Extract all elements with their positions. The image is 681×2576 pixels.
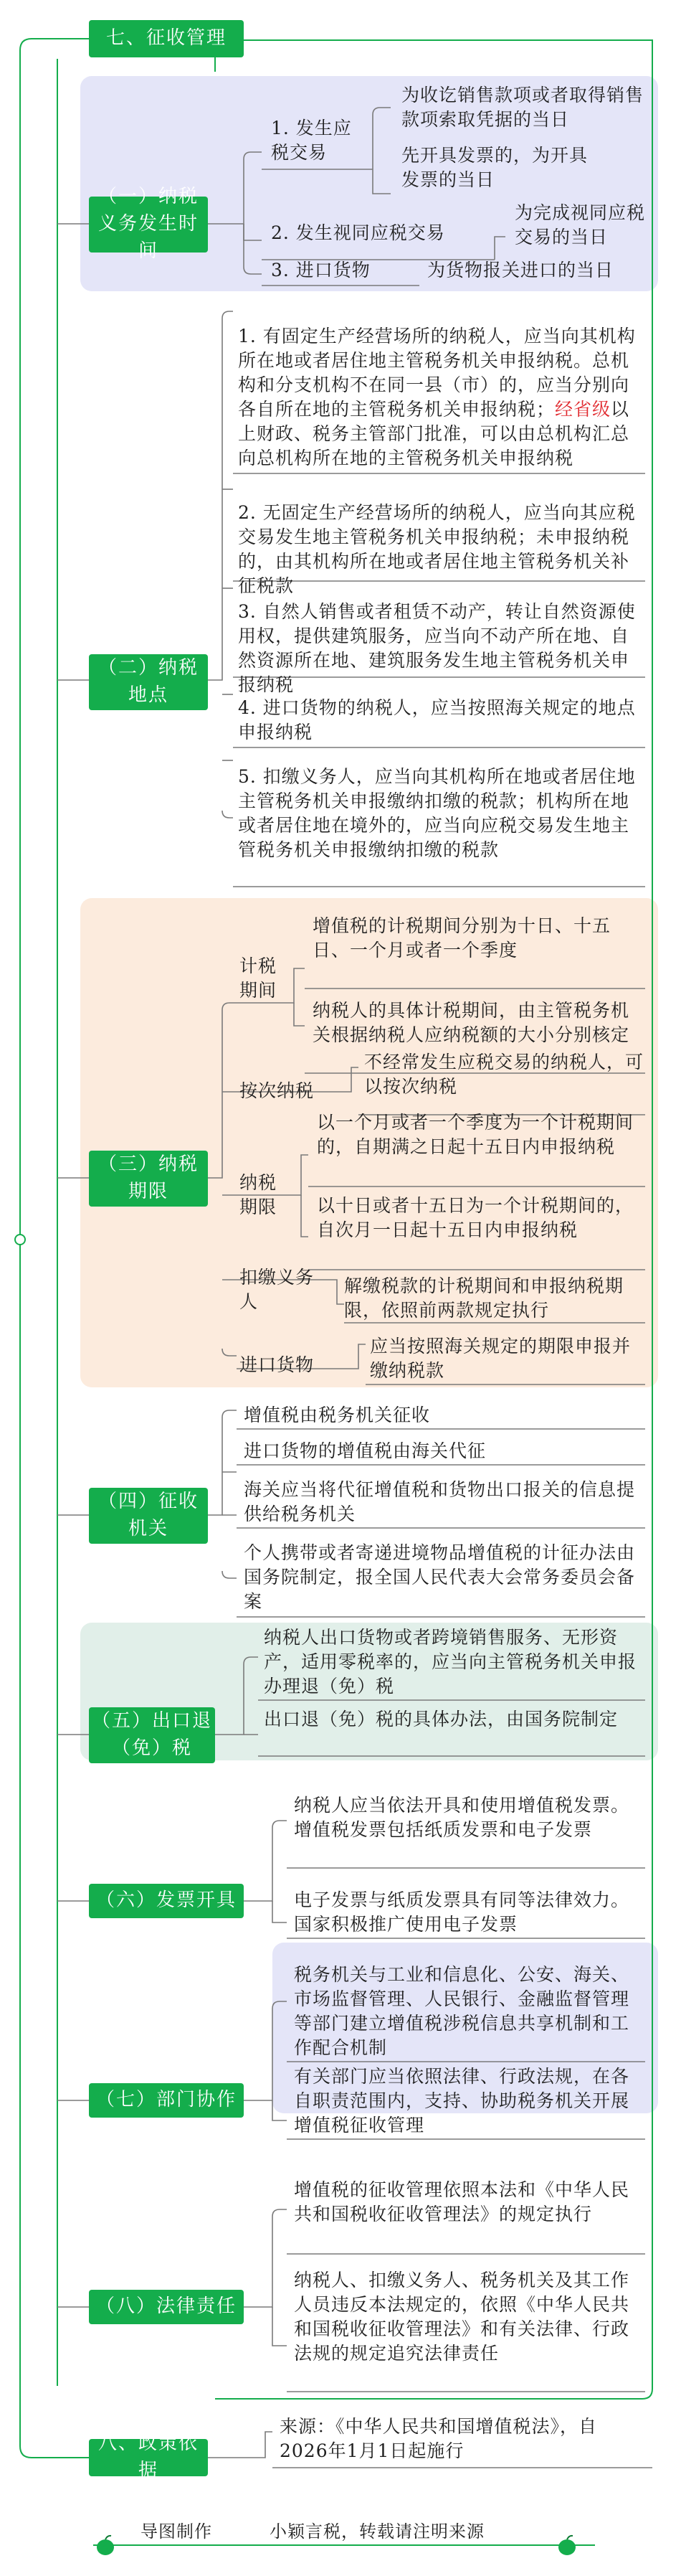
section1-sub2-item: 为完成视同应税交易的当日 <box>515 202 646 247</box>
section1-sub3: 3. 进口货物 <box>271 260 371 280</box>
section5-item1: 纳税人出口货物或者跨境销售服务、无形资产，适用零税率的，应当向主管税务机关申报办理退（免）税 <box>264 1627 637 1697</box>
section3-sub3: 纳税期限 <box>239 1172 277 1217</box>
footer-credit: 导图制作 <box>141 2521 212 2542</box>
section2-item1-part-b: 以上财政、税务主管部门批准，可以由总机构汇总向总机构所在地的主管税务机关申报纳税 <box>238 399 630 468</box>
chapter-seven-heading: 七、征收管理 <box>89 20 244 57</box>
section3-sub2: 按次纳税 <box>239 1080 315 1101</box>
section6-item2: 电子发票与纸质发票具有同等法律效力。国家积极推广使用电子发票 <box>294 1889 630 1935</box>
section4-item2: 进口货物的增值税由海关代征 <box>244 1440 487 1461</box>
section2-item1 <box>238 324 645 471</box>
section3-sub4: 扣缴义务人 <box>239 1267 315 1312</box>
section8-title: （八）法律责任 <box>89 2290 244 2324</box>
section6-item1: 纳税人应当依法开具和使用增值税发票。增值税发票包括纸质发票和电子发票 <box>294 1795 630 1840</box>
section2-item2: 2. 无固定生产经营场所的纳税人，应当向其应税交易发生地主管税务机关申报纳税；未申报纳税的，由其机构所在地或者居住地主管税务机关补征税款 <box>238 502 636 596</box>
policy-basis: 来源：《中华人民共和国增值税法》，自2026年1月1日起施行 <box>280 2416 598 2461</box>
section2-item4: 4. 进口货物的纳税人，应当按照海关规定的地点申报纳税 <box>238 697 636 742</box>
section3-sub1-item1: 增值税的计税期间分别为十日、十五日、一个月或者一个季度 <box>313 915 611 961</box>
section3-sub3-item1: 以一个月或者一个季度为一个计税期间的，自期满之日起十五日内申报纳税 <box>317 1112 634 1157</box>
section1-sub1-item1: 为收讫销售款项或者取得销售款项索取凭据的当日 <box>401 85 644 130</box>
section2-item3: 3. 自然人销售或者租赁不动产，转让自然资源使用权，提供建筑服务，应当向不动产所在地、自然资源所在地、建筑服务发生地主管税务机关申报纳税 <box>238 601 636 695</box>
section2-item1-highlight: 经省级 <box>555 399 611 420</box>
footer-author: 小颖言税，转载请注明来源 <box>270 2521 485 2542</box>
section7-item2: 有关部门应当依照法律、行政法规，在各自职责范围内，支持、协助税务机关开展增值税征收管理 <box>294 2066 630 2136</box>
section7-item1: 税务机关与工业和信息化、公安、海关、市场监督管理、人民银行、金融监督管理等部门建立增值税涉税信息共享机制和工作配合机制 <box>294 1964 630 2058</box>
section4-item1: 增值税由税务机关征收 <box>244 1405 431 1425</box>
section5-title: （五）出口退（免）税 <box>89 1707 215 1763</box>
section3-sub2-item: 不经常发生应税交易的纳税人，可以按次纳税 <box>364 1052 644 1097</box>
section4-item4: 个人携带或者寄递进境物品增值税的计征办法由国务院制定，报全国人民代表大会常务委员会备案 <box>244 1542 636 1612</box>
section6-title: （六）发票开具 <box>89 1884 244 1918</box>
section3-title: （三）纳税期限 <box>89 1151 208 1207</box>
section3-sub1-item2: 纳税人的具体计税期间，由主管税务机关根据纳税人应纳税额的大小分别核定 <box>313 1000 630 1045</box>
section7-title: （七）部门协作 <box>89 2083 244 2118</box>
section2-item1-part-a: 1. 有固定生产经营场所的纳税人，应当向其机构所在地或者居住地主管税务机关申报纳税。总机构和分支机构不在同一县（市）的，应当分别向各自所在地的主管税务机关申报纳税； <box>238 326 636 420</box>
section1-sub3-item: 为货物报关进口的当日 <box>427 260 614 280</box>
section1-title: （一）纳税义务发生时间 <box>89 197 208 253</box>
section5-item2: 出口退（免）税的具体办法，由国务院制定 <box>264 1709 619 1730</box>
apple-icon-left <box>95 2534 116 2560</box>
section1-sub1: 1. 发生应税交易 <box>271 118 352 163</box>
section3-sub5: 进口货物 <box>239 1354 315 1375</box>
section2-title: （二）纳税地点 <box>89 654 208 710</box>
section4-item3: 海关应当将代征增值税和货物出口报关的信息提供给税务机关 <box>244 1479 636 1524</box>
chapter-eight-heading: 八、政策依据 <box>89 2439 208 2476</box>
section8-item2: 纳税人、扣缴义务人、税务机关及其工作人员违反本法规定的，依照《中华人民共和国税收征收管理法》和有关法律、行政法规的规定追究法律责任 <box>294 2270 630 2364</box>
section8-item1: 增值税的征收管理依照本法和《中华人民共和国税收征收管理法》的规定执行 <box>294 2179 630 2224</box>
section3-sub5-item: 应当按照海关规定的期限申报并缴纳税款 <box>370 1336 632 1381</box>
apple-icon-right <box>556 2534 578 2560</box>
section2-item5: 5. 扣缴义务人，应当向其机构所在地或者居住地主管税务机关申报缴纳扣缴的税款；机构所在地或者居住地在境外的，应当向应税交易发生地主管税务机关申报缴纳扣缴的税款 <box>238 766 636 860</box>
section4-title: （四）征收机关 <box>89 1488 208 1544</box>
section1-sub1-item2: 先开具发票的，为开具发票的当日 <box>401 145 589 190</box>
section3-sub4-item: 解缴税款的计税期间和申报纳税期限，依照前两款规定执行 <box>344 1275 624 1321</box>
section3-sub3-item2: 以十日或者十五日为一个计税期间的，自次月一日起十五日内申报纳税 <box>317 1195 634 1240</box>
section1-sub2: 2. 发生视同应税交易 <box>271 222 445 243</box>
section3-sub1: 计税期间 <box>239 956 277 1001</box>
